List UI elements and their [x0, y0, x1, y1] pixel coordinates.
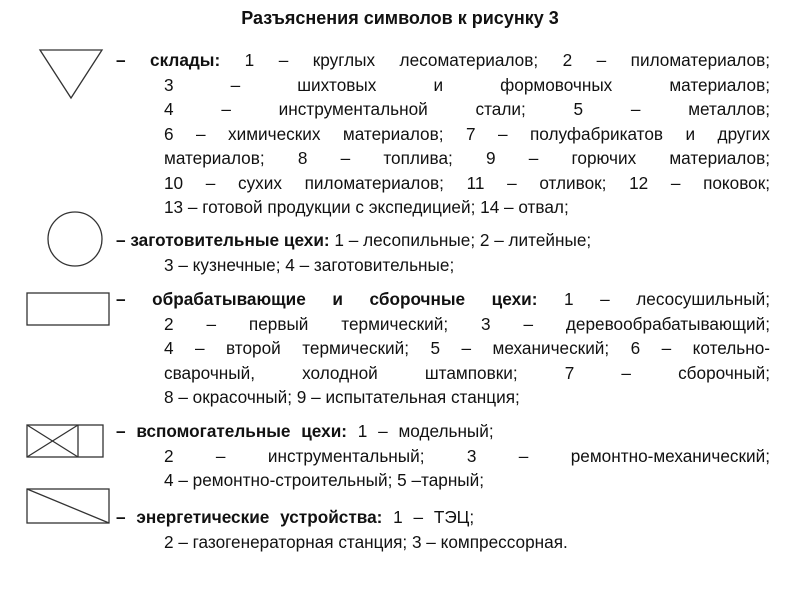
legend-heading: – обрабатывающие и сборочные цехи: [116, 289, 538, 309]
legend-entry-warehouses [116, 48, 770, 220]
legend-heading: – вспомогательные цехи: [116, 421, 347, 441]
legend-line: 10 – сухих пиломатериалов; 11 – отливок; 12 – поковок; [164, 172, 770, 193]
legend-line: – склады: 1 – круглых лесоматериалов; 2 – пиломатериалов; [116, 50, 770, 70]
page-title: Разъяснения символов к рисунку 3 [241, 8, 559, 28]
legend-line: – вспомогательные цехи: 1 – модельный; [116, 421, 494, 441]
legend-line: 2 – инструментальный; 3 – ремонтно-механический; [164, 445, 770, 466]
legend-line: сварочный, холодной штамповки; 7 – сборочный; [164, 362, 770, 383]
legend-line: материалов; 8 – топлива; 9 – горючих материалов; [164, 148, 770, 168]
legend-heading: – склады: [116, 50, 221, 70]
legend-line: 4 – инструментальной стали; 5 – металлов; [164, 99, 770, 119]
legend-entry-auxiliary-shops [116, 419, 770, 493]
legend-line: – энергетические устройства: 1 – ТЭЦ; [116, 507, 475, 527]
crossed-rectangle-icon [26, 424, 104, 458]
legend-heading: – заготовительные цехи: [116, 230, 330, 250]
legend-line: 6 – химических материалов; 7 – полуфабрикатов и других [164, 123, 770, 144]
legend-entry-processing-assembly-shops [116, 287, 770, 410]
legend-entry-procurement-shops [116, 228, 770, 277]
rectangle-icon [26, 292, 110, 326]
circle-icon [46, 210, 104, 268]
legend-line: 2 – первый термический; 3 – деревообрабатывающий; [164, 313, 770, 334]
legend-line: – заготовительные цехи: 1 – лесопильные; 2 – литейные; [116, 230, 592, 250]
legend-heading: – энергетические устройства: [116, 507, 383, 527]
legend-line: 3 – кузнечные; 4 – заготовительные; [164, 254, 455, 275]
legend-line: – обрабатывающие и сборочные цехи: 1 – лесосушильный; [116, 289, 770, 309]
inverted-triangle-icon [38, 48, 104, 100]
legend-line: 4 – ремонтно-строительный; 5 –тарный; [164, 470, 485, 490]
legend-line: 4 – второй термический; 5 – механический; 6 – котельно- [164, 338, 770, 358]
legend-line: 3 – шихтовых и формовочных материалов; [164, 74, 770, 95]
legend-line: 13 – готовой продукции с экспедицией; 14 – отвал; [164, 197, 569, 217]
legend-line: 2 – газогенераторная станция; 3 – компрессорная. [164, 531, 568, 552]
legend-line: 8 – окрасочный; 9 – испытательная станция; [164, 387, 520, 407]
legend-entry-power-facilities [116, 505, 770, 554]
diagonal-rectangle-icon [26, 488, 110, 524]
